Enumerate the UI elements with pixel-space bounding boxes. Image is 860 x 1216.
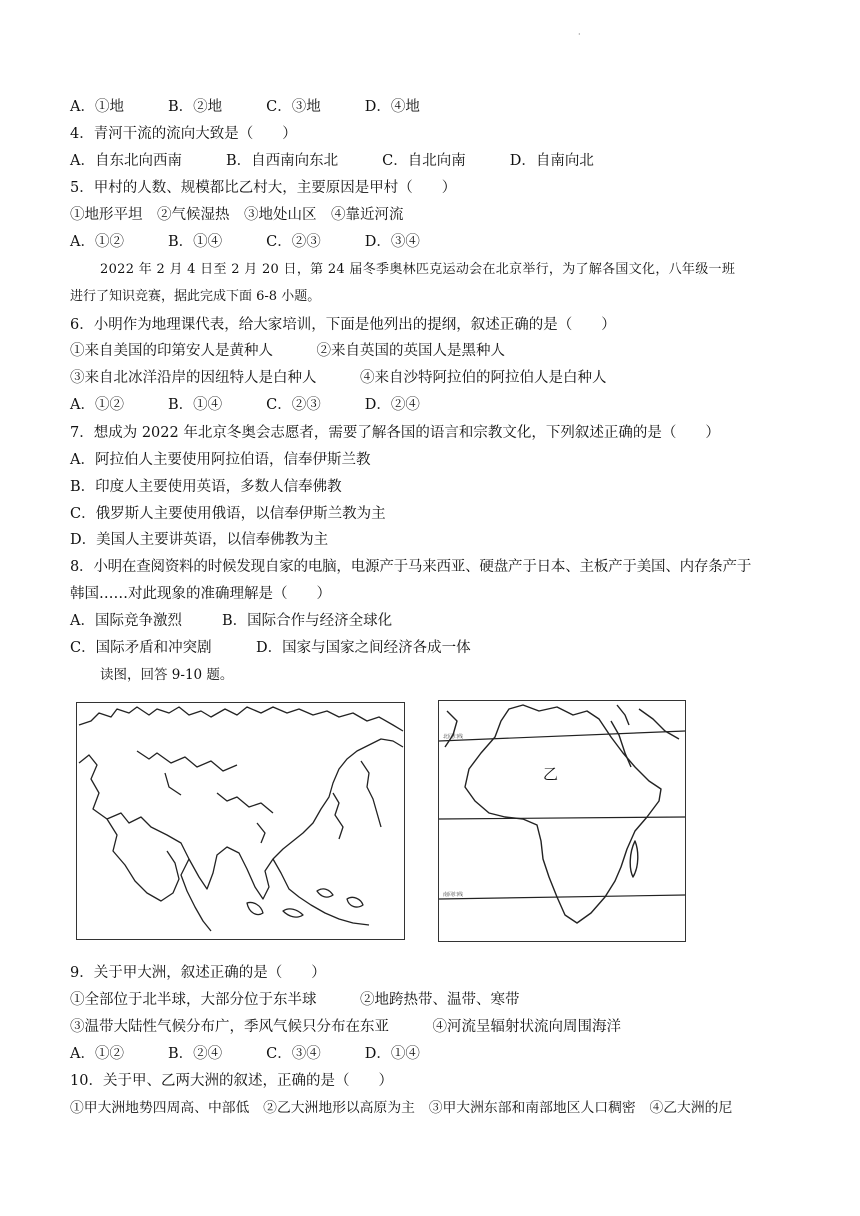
q10-stem: 10．关于甲、乙两大洲的叙述，正确的是（ ） <box>70 1073 393 1089</box>
q6-option-a[interactable]: A．①② <box>70 397 124 413</box>
q3-option-d[interactable]: D．④地 <box>364 99 420 115</box>
q7-option-a[interactable]: A．阿拉伯人主要使用阿拉伯语，信奉伊斯兰教 <box>70 452 371 468</box>
read-map-instruction: 读图，回答 9-10 题。 <box>100 667 234 683</box>
q4-option-a[interactable]: A．自东北向西南 <box>70 153 182 169</box>
q10-items: ①甲大洲地势四周高、中部低 ②乙大洲地形以高原为主 ③甲大洲东部和南部地区人口稠密 ④乙大洲的尼 <box>70 1100 733 1116</box>
q5-options <box>70 233 420 251</box>
q7-option-c[interactable]: C．俄罗斯人主要使用俄语，以信奉伊斯兰教为主 <box>70 506 386 522</box>
tropic-of-capricorn-label: 南回归线 <box>443 892 464 898</box>
q7-option-b[interactable]: B．印度人主要使用英语，多数人信奉佛教 <box>70 479 342 495</box>
q9-option-b[interactable]: B．②④ <box>167 1046 223 1062</box>
q8-stem-1: 8．小明在查阅资料的时候发现自家的电脑，电源产于马来西亚、硬盘产于日本、主板产于美国、内存条产于 <box>70 559 752 575</box>
q6-options <box>70 396 420 414</box>
q9-option-a[interactable]: A．①② <box>70 1046 124 1062</box>
q6-option-b[interactable]: B．①④ <box>167 397 223 413</box>
q3-options <box>70 98 420 116</box>
asia-map <box>76 702 405 940</box>
q9-option-d[interactable]: D．①④ <box>364 1046 420 1062</box>
asia-outline-drawing <box>77 703 404 939</box>
q6-option-d[interactable]: D．②④ <box>364 397 420 413</box>
africa-outline-drawing <box>439 701 685 941</box>
q8-option-c[interactable]: C．国际矛盾和冲突剧 <box>70 640 212 656</box>
equator-line <box>439 817 685 819</box>
q6-option-c[interactable]: C．②③ <box>266 397 321 413</box>
q8-option-b[interactable]: B．国际合作与经济全球化 <box>222 613 393 629</box>
q4-options <box>70 152 594 170</box>
q8-option-a[interactable]: A．国际竞争激烈 <box>70 613 182 629</box>
q5-stem: 5．甲村的人数、规模都比乙村大，主要原因是甲村（ ） <box>70 180 457 196</box>
q4-option-b[interactable]: B．自西南向东北 <box>225 153 339 169</box>
q9-items-1: ①全部位于北半球，大部分位于东半球 ②地跨热带、温带、寒带 <box>70 992 520 1008</box>
q5-option-a[interactable]: A．①② <box>70 234 124 250</box>
q5-option-c[interactable]: C．②③ <box>266 234 321 250</box>
q4-stem: 4．青河干流的流向大致是（ ） <box>70 126 297 142</box>
q7-option-d[interactable]: D．美国人主要讲英语，以信奉佛教为主 <box>70 532 329 548</box>
q4-option-d[interactable]: D．自南向北 <box>509 153 594 169</box>
q8-option-d[interactable]: D．国家与国家之间经济各成一体 <box>256 640 471 656</box>
q5-option-b[interactable]: B．①④ <box>167 234 223 250</box>
tropic-of-cancer-label: 北回归线 <box>443 734 464 740</box>
q7-stem: 7．想成为 2022 年北京冬奥会志愿者，需要了解各国的语言和宗教文化，下列叙述正确的是（ ） <box>70 425 720 441</box>
q4-option-c[interactable]: C．自北向南 <box>382 153 466 169</box>
q5-items: ①地形平坦 ②气候湿热 ③地处山区 ④靠近河流 <box>70 207 404 223</box>
tropic-of-cancer-line <box>439 731 685 741</box>
intro-6-8-line1: 2022 年 2 月 4 日至 2 月 20 日，第 24 届冬季奥林匹克运动会在北京举行，为了解各国文化，八年级一班 <box>100 262 736 277</box>
q3-option-a[interactable]: A．①地 <box>70 99 124 115</box>
q9-option-c[interactable]: C．③④ <box>266 1046 321 1062</box>
q8-stem-2: 韩国……对此现象的准确理解是（ ） <box>70 586 331 602</box>
q9-items-2: ③温带大陆性气候分布广，季风气候只分布在东亚 ④河流呈辐射状流向周围海洋 <box>70 1019 621 1035</box>
q5-option-d[interactable]: D．③④ <box>364 234 420 250</box>
tropic-of-capricorn-line <box>439 895 685 899</box>
q6-items-1: ①来自美国的印第安人是黄种人 ②来自英国的英国人是黑种人 <box>70 343 505 359</box>
q3-option-c[interactable]: C．③地 <box>266 99 321 115</box>
intro-6-8-line2: 进行了知识竞赛，据此完成下面 6-8 小题。 <box>70 289 321 304</box>
q8-options-row1 <box>70 612 392 630</box>
q3-option-b[interactable]: B．②地 <box>167 99 223 115</box>
q6-items-2: ③来自北冰洋沿岸的因纽特人是白种人 ④来自沙特阿拉伯的阿拉伯人是白种人 <box>70 370 607 386</box>
q6-stem: 6．小明作为地理课代表，给大家培训，下面是他列出的提纲，叙述正确的是（ ） <box>70 317 616 333</box>
header-mark: · <box>578 30 581 39</box>
africa-map <box>438 700 686 942</box>
africa-map-label: 乙 <box>543 765 559 783</box>
q8-options-row2 <box>70 639 471 657</box>
q9-options <box>70 1045 420 1063</box>
q9-stem: 9．关于甲大洲，叙述正确的是（ ） <box>70 965 326 981</box>
